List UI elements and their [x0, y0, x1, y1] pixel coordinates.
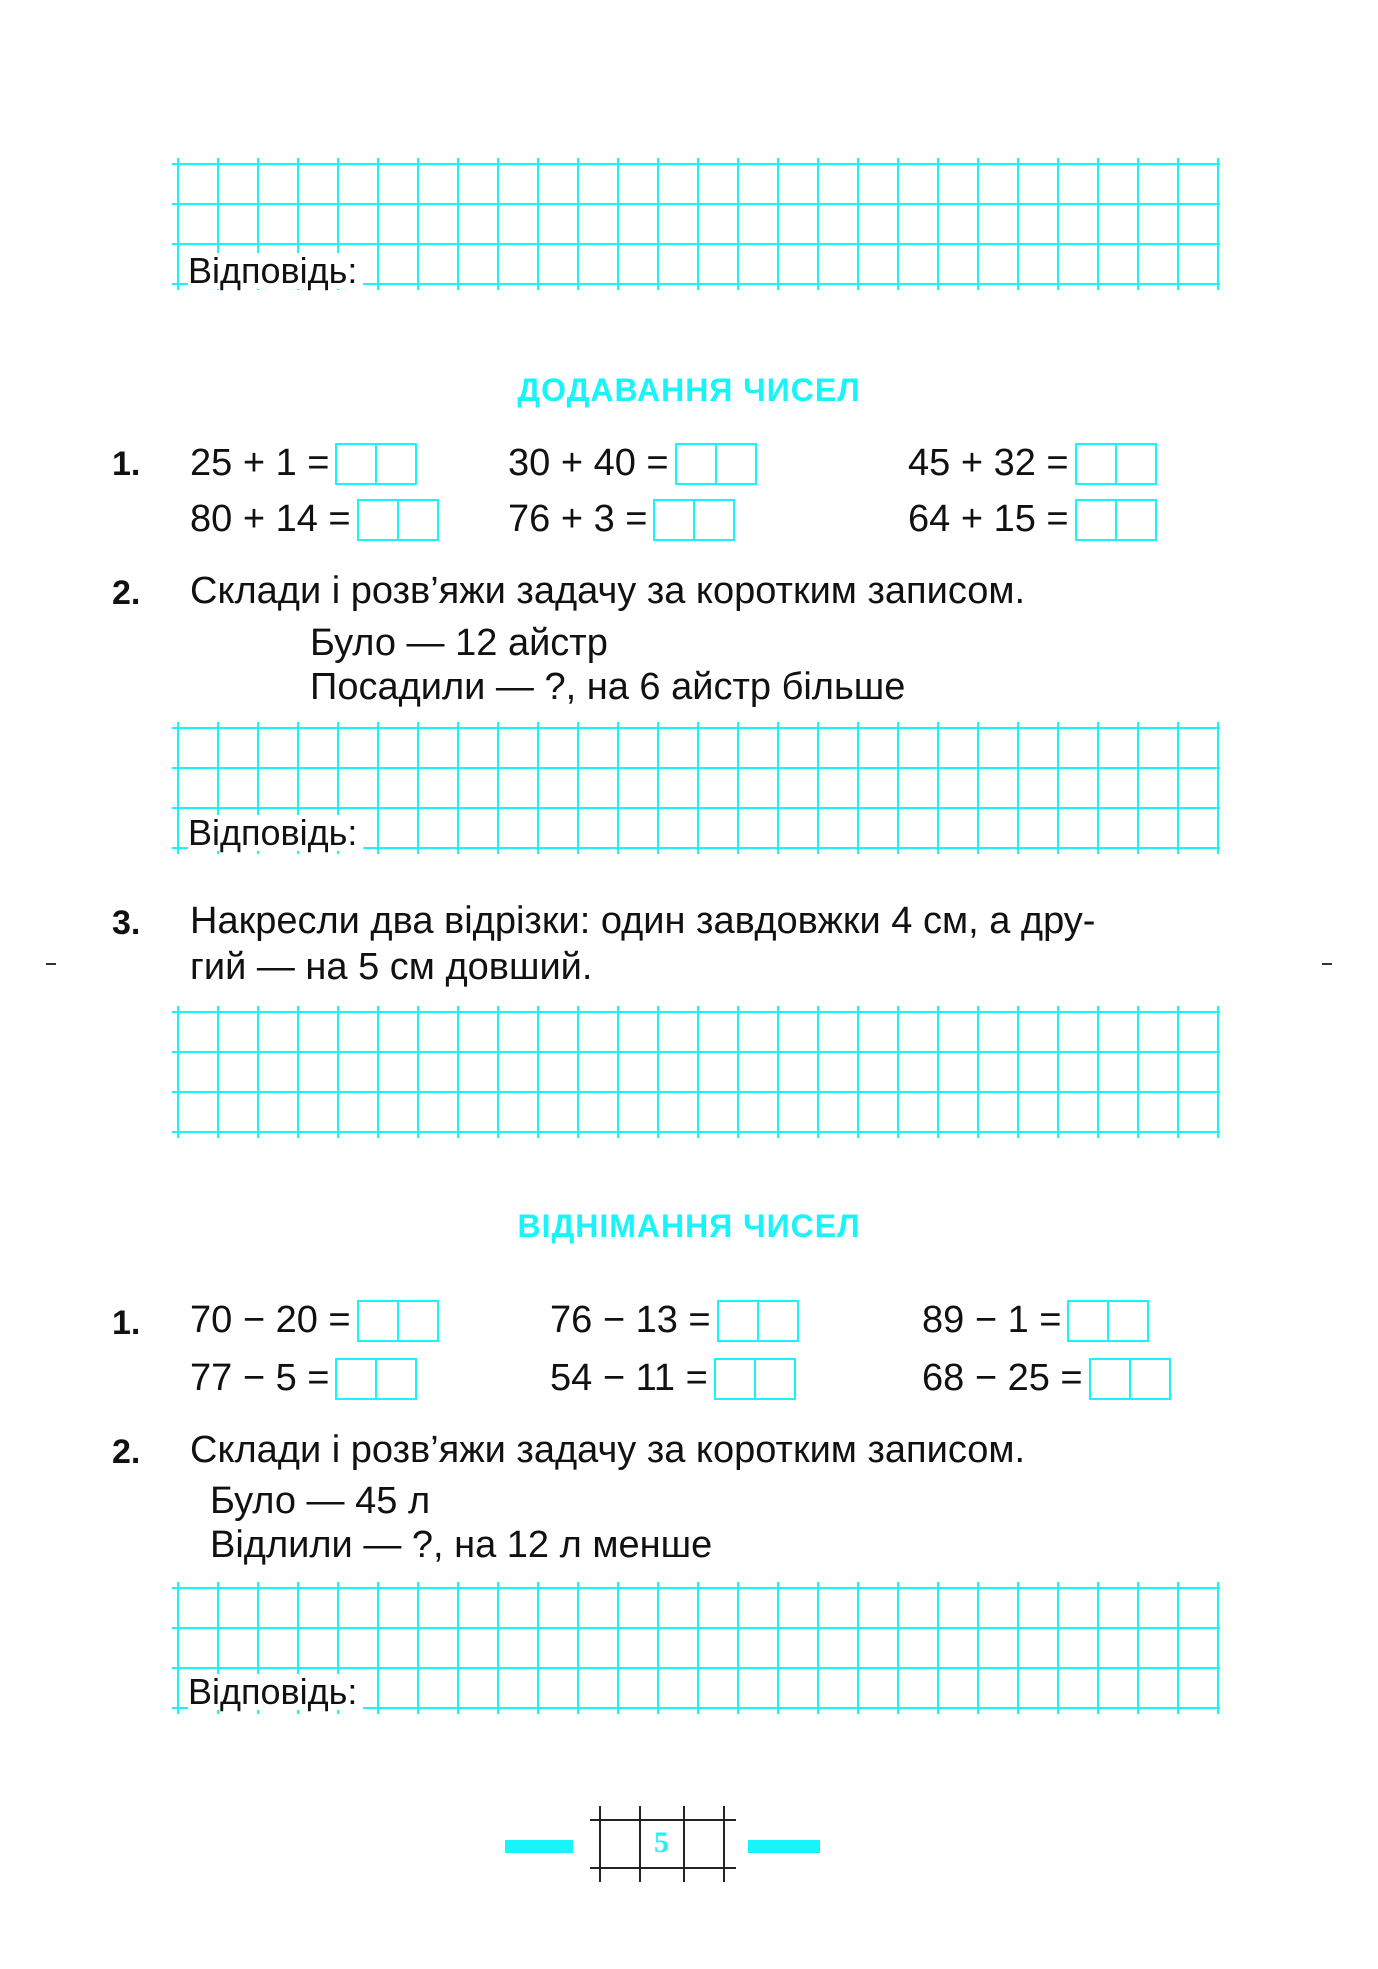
equation: 45 + 32 =: [908, 443, 1157, 483]
task-condition-line: Було — 12 айстр: [310, 622, 608, 664]
answer-box[interactable]: [357, 1300, 439, 1340]
task-number: 1.: [112, 1304, 141, 1342]
answer-label: Відповідь:: [188, 815, 363, 851]
equation: 76 + 3 =: [508, 499, 735, 539]
answer-box[interactable]: [717, 1300, 799, 1340]
equation: 25 + 1 =: [190, 443, 417, 483]
equation: 76 − 13 =: [550, 1300, 799, 1340]
task-number: 2.: [112, 574, 141, 612]
answer-box[interactable]: [1067, 1300, 1149, 1340]
answer-box[interactable]: [1075, 499, 1157, 539]
margin-mark: [1322, 963, 1332, 965]
page-number: 5: [654, 1826, 669, 1859]
equation: 70 − 20 =: [190, 1300, 439, 1340]
task-text: Накресли два відрізки: один завдовжки 4 см, а дру-: [190, 900, 1096, 942]
task-number: 2.: [112, 1433, 141, 1471]
equation: 77 − 5 =: [190, 1358, 417, 1398]
equation: 89 − 1 =: [922, 1300, 1149, 1340]
task-condition-line: Було — 45 л: [210, 1480, 431, 1522]
answer-box[interactable]: [675, 443, 757, 483]
equation: 64 + 15 =: [908, 499, 1157, 539]
footer-bar-right: [748, 1840, 820, 1853]
task-text: гий — на 5 см довший.: [190, 946, 593, 988]
task-condition-line: Посадили — ?, на 6 айстр більше: [310, 666, 906, 708]
answer-box[interactable]: [653, 499, 735, 539]
answer-box[interactable]: [335, 443, 417, 483]
answer-box[interactable]: [357, 499, 439, 539]
equation: 68 − 25 =: [922, 1358, 1171, 1398]
equation: 80 + 14 =: [190, 499, 439, 539]
equation: 54 − 11 =: [550, 1358, 796, 1398]
task-text: Склади і розв’яжи задачу за коротким записом.: [190, 570, 1026, 612]
margin-mark: [46, 963, 56, 965]
section-heading-subtraction: ВІДНІМАННЯ ЧИСЕЛ: [517, 1208, 861, 1244]
task-condition-line: Відлили — ?, на 12 л менше: [210, 1524, 713, 1566]
answer-box[interactable]: [1075, 443, 1157, 483]
task-text: Склади і розв’яжи задачу за коротким записом.: [190, 1429, 1026, 1471]
drawing-grid[interactable]: [172, 1006, 1222, 1140]
answer-label: Відповідь:: [188, 1674, 363, 1710]
answer-box[interactable]: [1089, 1358, 1171, 1398]
answer-box[interactable]: [335, 1358, 417, 1398]
answer-label: Відповідь:: [188, 253, 363, 289]
section-heading-addition: ДОДАВАННЯ ЧИСЕЛ: [517, 372, 861, 408]
answer-box[interactable]: [714, 1358, 796, 1398]
equation: 30 + 40 =: [508, 443, 757, 483]
task-number: 1.: [112, 445, 141, 483]
task-number: 3.: [112, 904, 141, 942]
footer-bar-left: [505, 1840, 573, 1853]
